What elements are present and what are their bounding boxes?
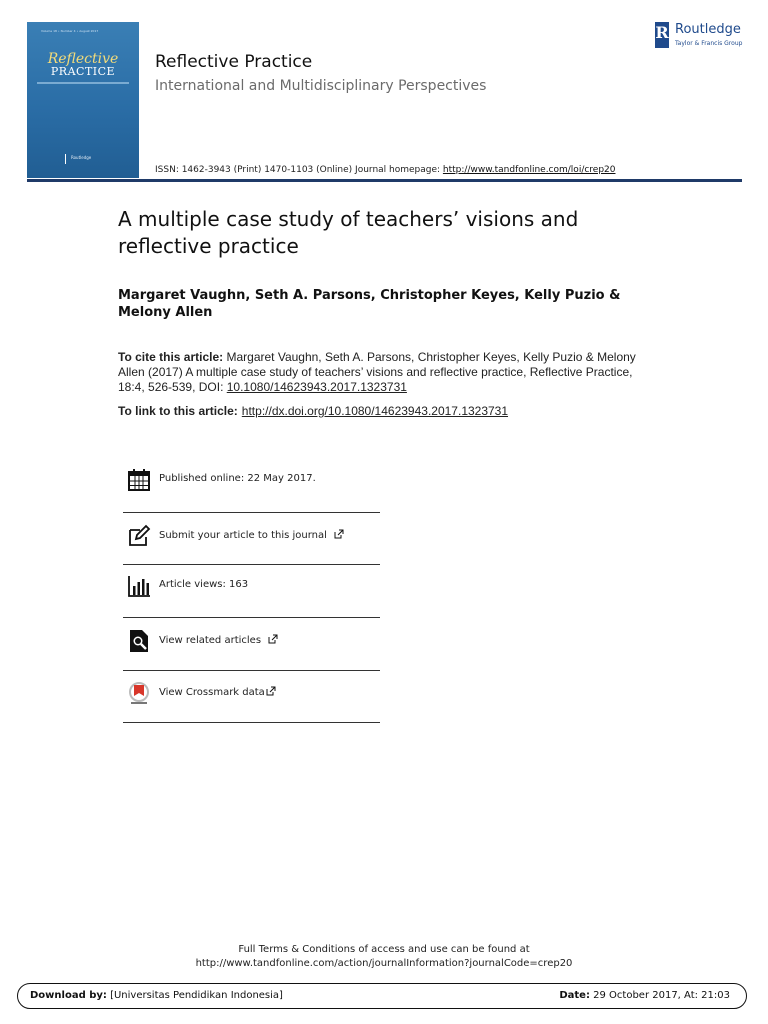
terms-url-link[interactable]: http://www.tandfonline.com/action/journalInformation?journalCode=crep20	[195, 958, 573, 969]
bar-chart-icon	[127, 574, 151, 598]
external-link-icon	[268, 634, 278, 644]
download-label: Download by:	[30, 990, 107, 1001]
external-link-icon	[266, 686, 276, 696]
cover-publisher-mark	[65, 154, 70, 164]
crossmark-label: View Crossmark data	[159, 687, 265, 698]
publisher-name: Routledge	[675, 22, 741, 37]
article-title: A multiple case study of teachers’ visions and reflective practice	[118, 207, 579, 258]
article-authors: Margaret Vaughn, Seth A. Parsons, Christopher Keyes, Kelly Puzio & Melony Allen	[118, 288, 621, 320]
submit-article-link[interactable]	[159, 529, 344, 541]
crossmark-icon	[127, 681, 151, 705]
article-link-line	[118, 404, 508, 418]
document-search-icon	[127, 629, 151, 653]
routledge-logo-icon: R	[655, 22, 669, 48]
related-articles-label: View related articles	[159, 635, 262, 646]
related-articles-row[interactable]	[123, 615, 380, 667]
date-label: Date:	[559, 990, 590, 1001]
issn-text: ISSN: 1462-3943 (Print) 1470-1103 (Online) Journal homepage:	[155, 165, 443, 175]
submit-article-row[interactable]	[123, 510, 380, 562]
citation-block	[118, 350, 648, 395]
publisher-group: Taylor & Francis Group	[675, 40, 743, 47]
cover-title-line1: Reflective	[47, 51, 119, 67]
info-divider	[123, 722, 380, 723]
download-date	[559, 990, 730, 1001]
edit-icon	[127, 524, 151, 548]
journal-subtitle: International and Multidisciplinary Perspectives	[155, 78, 487, 94]
journal-cover-image	[27, 22, 139, 178]
published-online-row	[123, 454, 380, 506]
external-link-icon	[334, 529, 344, 539]
issn-line	[155, 165, 616, 175]
terms-notice	[0, 943, 768, 971]
journal-homepage-link[interactable]: http://www.tandfonline.com/loi/crep20	[442, 165, 616, 175]
cover-subtitle-bar	[37, 82, 129, 84]
citation-label: To cite this article:	[118, 350, 224, 364]
journal-title: Reflective Practice	[155, 52, 313, 72]
crossmark-row[interactable]	[123, 667, 380, 719]
citation-text: Margaret Vaughn, Seth A. Parsons, Christopher Keyes, Kelly Puzio & Melony Allen (2017) A multiple case study of teachers’ visions and reflective practice, Reflective Practice, 18:4, 526-539, DOI:	[118, 350, 636, 394]
cover-publisher: Routledge	[71, 155, 92, 160]
date-value: 29 October 2017, At: 21:03	[589, 990, 730, 1001]
crossmark-link[interactable]	[159, 686, 276, 698]
cover-volume-line: Volume 18 • Number 4 • August 2017	[41, 29, 99, 33]
article-views-row	[123, 560, 380, 612]
download-value: [Universitas Pendidikan Indonesia]	[106, 990, 283, 1001]
published-online-text: Published online: 22 May 2017.	[159, 473, 316, 484]
routledge-logo	[655, 20, 747, 50]
download-footer	[17, 983, 747, 1009]
citation-doi-link[interactable]: 10.1080/14623943.2017.1323731	[226, 380, 407, 394]
header-divider	[27, 179, 742, 182]
related-articles-link[interactable]	[159, 634, 278, 646]
submit-article-label: Submit your article to this journal	[159, 530, 327, 541]
cover-title-line2: PRACTICE	[50, 65, 116, 78]
article-doi-url-link[interactable]: http://dx.doi.org/10.1080/14623943.2017.1323731	[241, 404, 509, 418]
download-info	[30, 990, 283, 1001]
calendar-icon	[127, 468, 151, 492]
article-link-label: To link to this article:	[118, 404, 238, 418]
article-views-text: Article views: 163	[159, 579, 249, 590]
terms-line1: Full Terms & Conditions of access and use can be found at	[238, 944, 530, 955]
